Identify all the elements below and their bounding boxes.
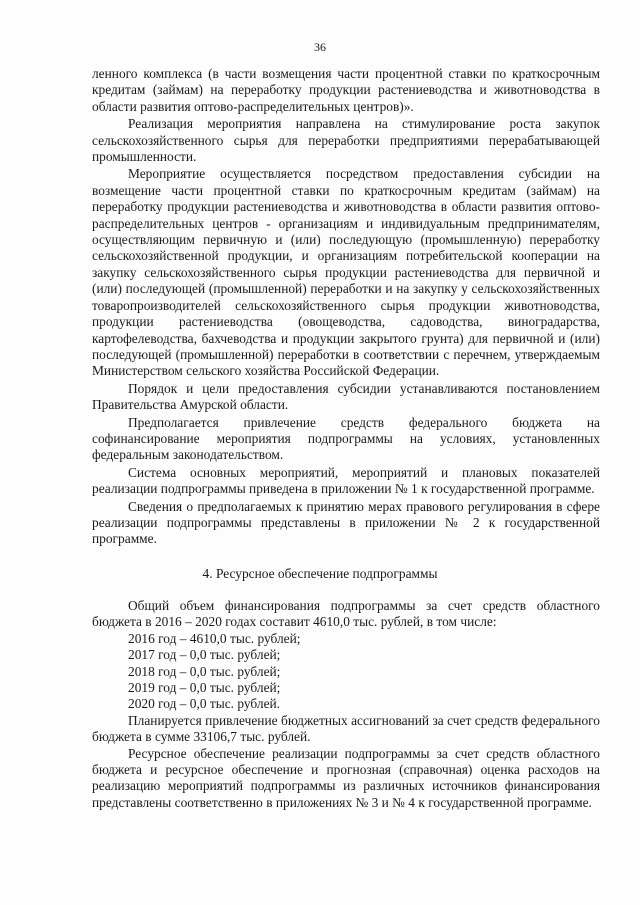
paragraph-appendix-1: Система основных мероприятий, мероприятий и плановых показателей реализации подпрограммы приведена в приложении № 1 к государственной программе.: [92, 464, 600, 497]
body-text-funding: [92, 598, 600, 811]
paragraph-federal-funding: Планируется привлечение бюджетных ассигнований за счет средств федерального бюджета в сумме 33106,7 тыс. рублей.: [92, 712, 600, 745]
paragraph-federal-cofinancing: Предполагается привлечение средств федерального бюджета на софинансирование мероприятия подпрограммы на условиях, установленных федеральным законодательством.: [92, 414, 600, 463]
paragraph-goal: Реализация мероприятия направлена на стимулирование роста закупок сельскохозяйственного сырья для переработки предприятиями перерабатывающей промышленности.: [92, 116, 600, 165]
funding-year-item: 2016 год – 4610,0 тыс. рублей;: [128, 630, 301, 646]
funding-year-item: 2019 год – 0,0 тыс. рублей;: [128, 680, 281, 696]
funding-year-item: 2020 год – 0,0 тыс. рублей.: [128, 696, 281, 712]
paragraph-funding-intro: Общий объем финансирования подпрограммы за счет средств областного бюджета в 2016 – 2020 годах составит 4610,0 тыс. рублей, в том числе:: [92, 598, 600, 630]
page-number: 36: [314, 40, 326, 54]
paragraph-resources: Ресурсное обеспечение реализации подпрограммы за счет средств областного бюджета и ресурсное обеспечение и прогнозная (справочная) оценка расходов на реализацию мероприятий подпрограммы из различных источников финансирования представлены соответственно в приложениях № 3 и № 4 к государственной программе.: [92, 745, 600, 810]
paragraph-procedure: Порядок и цели предоставления субсидии устанавливаются постановлением Правительства Амурской области.: [92, 380, 600, 413]
section-heading: 4. Ресурсное обеспечение подпрограммы: [202, 566, 438, 581]
paragraph-mechanism: Мероприятие осуществляется посредством предоставления субсидии на возмещение части процентной ставки по краткосрочным кредитам (займам) на переработку продукции растениеводства и животноводства в области развития оптово-распределительных центров - организациям и индивидуальным предпринимателям, осуществляющим первичную и (или) последующую (промышленную) переработку сельскохозяйственной продукции, и организациям потребительской кооперации на закупку сельскохозяйственного сырья продукции растениеводства для первичной и (или) последующей (промышленной) переработки и на закупку у сельскохозяйственных товаропроизводителей сельскохозяйственного сырья продукции животноводства, продукции растениеводства (овощеводства, садоводства, виноградарства, картофелеводства, бахчеводства и продукции закрытого грунта) для первичной и (или) последующей (промышленной) переработки в соответствии с перечнем, утверждаемым Министерством сельского хозяйства Российской Федерации.: [92, 166, 600, 379]
funding-year-list: [92, 631, 600, 713]
funding-year-item: 2018 год – 0,0 тыс. рублей;: [128, 663, 281, 679]
funding-year-item: 2017 год – 0,0 тыс. рублей;: [128, 647, 281, 663]
paragraph-appendix-2: Сведения о предполагаемых к принятию мерах правового регулирования в сфере реализации подпрограммы представлены в приложении № 2 к государственной программе.: [92, 498, 600, 547]
paragraph-continuation: ленного комплекса (в части возмещения части процентной ставки по краткосрочным кредитам (займам) на переработку продукции растениеводства и животноводства в области развития оптово-распределительных центров)».: [92, 66, 600, 114]
body-text-top: [92, 66, 600, 549]
